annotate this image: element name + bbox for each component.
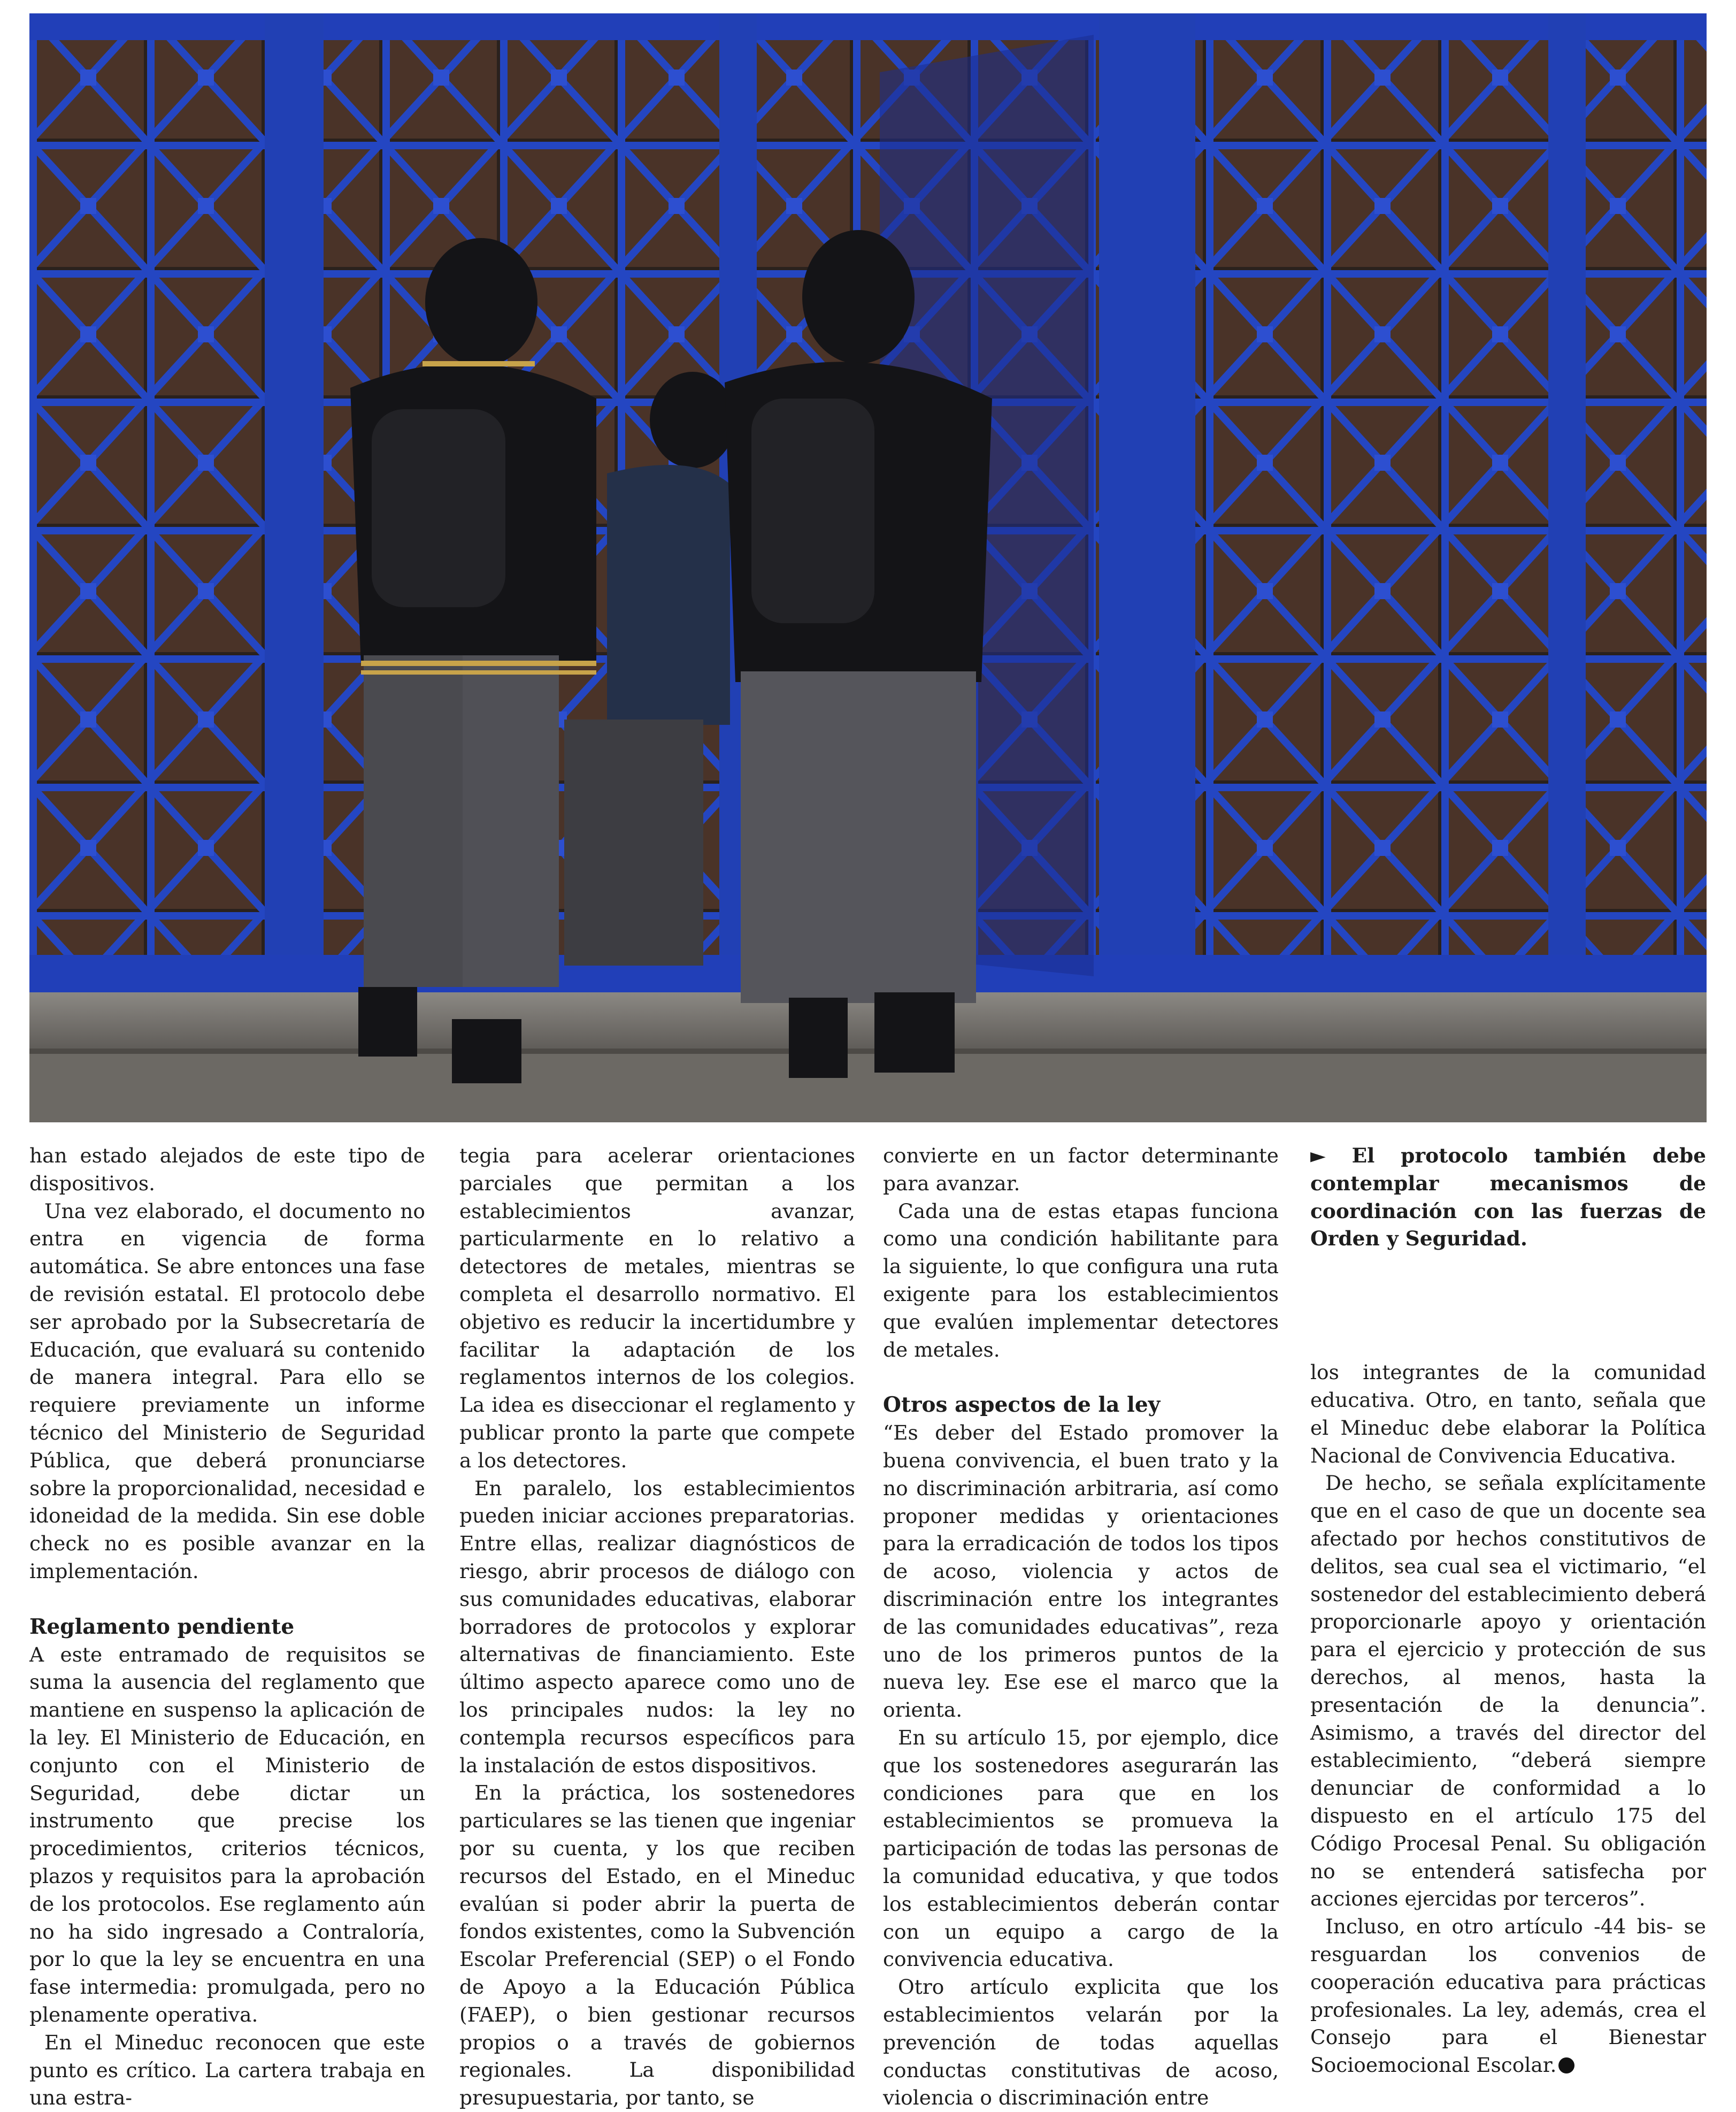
pull-quote-callout bbox=[1310, 1142, 1706, 1253]
callout-text: El protocolo también debe contemplar mecanismos de coordinación con las fuerzas de Orden y Seguridad. bbox=[1310, 1144, 1706, 1251]
article-column-1 bbox=[29, 1142, 425, 2112]
article-column-3 bbox=[883, 1142, 1279, 2112]
triangle-marker-icon: ► bbox=[1310, 1144, 1326, 1167]
end-of-article-dot-icon bbox=[1558, 2057, 1574, 2073]
paragraph: los integrantes de la comunidad educativa. Otro, en tanto, señala que el Mineduc debe elaborar la Política Nacional de Convivencia Educativa. bbox=[1310, 1360, 1706, 1467]
paragraph: Una vez elaborado, el documento no entra en vigencia de forma automática. Se abre entonces una fase de revisión estatal. El protocolo debe ser aprobado por la Subsecretaría de Educación, que evaluará su contenido de manera integral. Para ello se requiere previamente un informe técnico del Ministerio de Seguridad Pública, que deberá pronunciarse sobre la proporcionalidad, necesidad e idoneidad de la medida. Sin ese doble check no es posible avanzar en la implementación. bbox=[29, 1199, 425, 1583]
paragraph-text: Incluso, en otro artículo -44 bis- se resguardan los convenios de cooperación educativa para prácticas profesionales. La ley, además, crea el Consejo para el Bienestar Socioemocional Escolar. bbox=[1310, 1915, 1706, 2077]
paragraph: En paralelo, los establecimientos pueden iniciar acciones preparatorias. Entre ellas, realizar diagnósticos de riesgo, abrir procesos de diálogo con sus comunidades educativas, elaborar borradores de protocolos y explorar alternativas de financiamiento. Este último aspecto aparece como uno de los principales nudos: la ley no contempla recursos específicos para la instalación de estos dispositivos. bbox=[459, 1476, 855, 1777]
paragraph: han estado alejados de este tipo de dispositivos. bbox=[29, 1144, 425, 1195]
subheading-otros-aspectos: Otros aspectos de la ley bbox=[883, 1392, 1161, 1418]
article-column-2 bbox=[459, 1142, 855, 2112]
paragraph: En su artículo 15, por ejemplo, dice que los sostenedores asegurarán las condiciones para que en los establecimientos se promueva la participación de todas las personas de la comunidad educativa, y que todos los establecimientos deberán contar con un equipo a cargo de la convivencia educativa. bbox=[883, 1725, 1279, 1971]
school-entrance-photo-icon bbox=[29, 13, 1707, 1122]
article-column-4 bbox=[1310, 1142, 1706, 2079]
subheading-reglamento-pendiente: Reglamento pendiente bbox=[29, 1614, 295, 1639]
paragraph: convierte en un factor determinante para avanzar. bbox=[883, 1144, 1279, 1195]
paragraph: Cada una de estas etapas funciona como una condición habilitante para la siguiente, lo que configura una ruta exigente para los establecimientos que evalúen implementar detectores de metales. bbox=[883, 1199, 1279, 1361]
paragraph: tegia para acelerar orientaciones parciales que permitan a los establecimientos avanzar, particularmente en lo relativo a detectores de metales, mientras se completa el desarrollo normativo. El objetivo es reducir la incertidumbre y facilitar la adaptación de los reglamentos internos de los colegios. La idea es diseccionar el reglamento y publicar pronto la parte que compete a los detectores. bbox=[459, 1144, 855, 1472]
paragraph: A este entramado de requisitos se suma la ausencia del reglamento que mantiene en suspenso la aplicación de la ley. El Ministerio de Educación, en conjunto con el Ministerio de Seguridad, debe dictar un instrumento que precise los procedimientos, criterios técnicos, plazos y requisitos para la aprobación de los protocolos. Ese reglamento aún no ha sido ingresado a Contraloría, por lo que la ley se encuentra en una fase intermedia: promulgada, pero no plenamente operativa. bbox=[29, 1642, 425, 2026]
paragraph bbox=[1310, 1913, 1706, 2079]
article-photo bbox=[29, 13, 1707, 1122]
paragraph: En el Mineduc reconocen que este punto es crítico. La cartera trabaja en una estra- bbox=[29, 2030, 425, 2110]
paragraph: De hecho, se señala explícitamente que en el caso de que un docente sea afectado por hechos constitutivos de delitos, sea cual sea el victimario, “el sostenedor del establecimiento deberá proporcionarle apoyo y orientación para el ejercicio y protección de sus derechos, al menos, hasta la presentación de la denuncia”. Asimismo, a través del director del establecimiento, “deberá siempre denunciar de conformidad a lo dispuesto en el artículo 175 del Código Procesal Penal. Su obligación no se entenderá satisfecha por acciones ejercidas por terceros”. bbox=[1310, 1471, 1706, 1911]
paragraph: En la práctica, los sostenedores particulares se las tienen que ingeniar por su cuenta, y los que reciben recursos del Estado, en el Mineduc evalúan si poder abrir la puerta de fondos existentes, como la Subvención Escolar Preferencial (SEP) o el Fondo de Apoyo a la Educación Pública (FAEP), o bien gestionar recursos propios o a través de gobiernos regionales. La disponibilidad presupuestaria, por tanto, se bbox=[459, 1781, 855, 2110]
paragraph: “Es deber del Estado promover la buena convivencia, el buen trato y la no discriminación arbitraria, así como proponer medidas y orientaciones para la erradicación de todos los tipos de acoso, violencia y actos de discriminación entre los integrantes de las comunidades educativas”, reza uno de los primeros puntos de la nueva ley. Ese ese el marco que la orienta. bbox=[883, 1421, 1279, 1722]
paragraph: Otro artículo explicita que los establecimientos velarán por la prevención de todas aquellas conductas constitutivas de acoso, violencia o discriminación entre bbox=[883, 1975, 1279, 2110]
